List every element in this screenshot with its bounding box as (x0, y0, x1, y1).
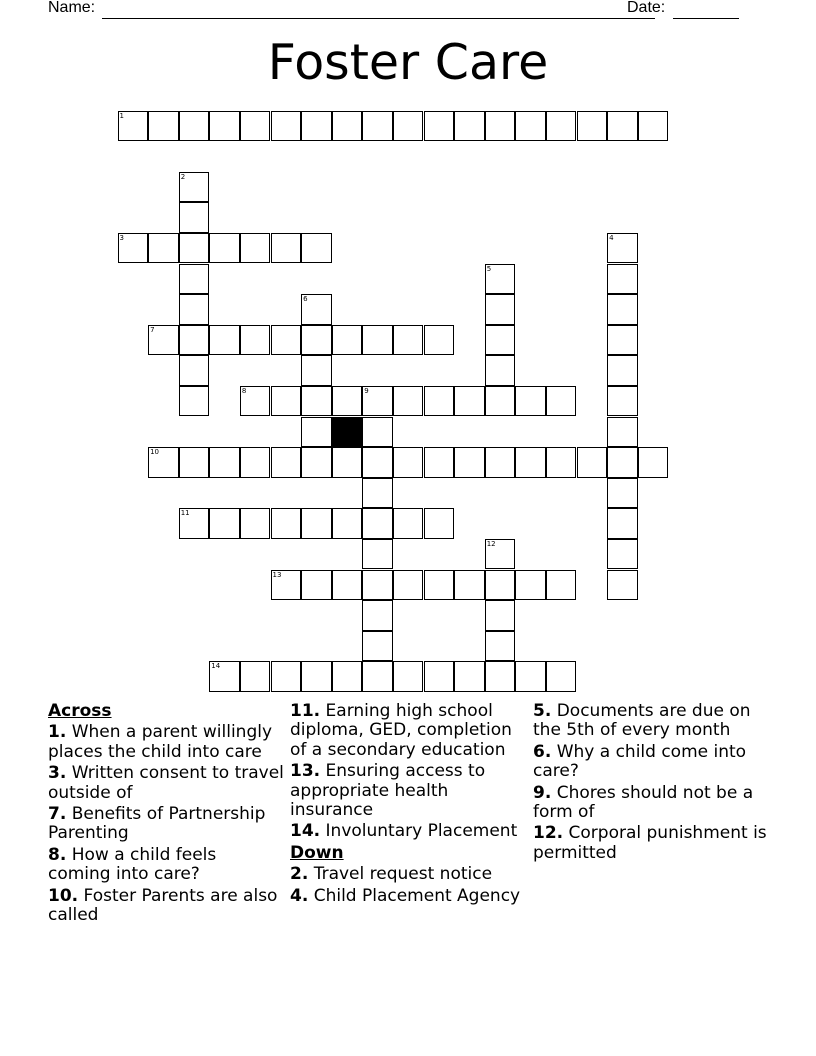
grid-cell[interactable] (271, 111, 302, 142)
grid-cell[interactable] (424, 111, 455, 142)
grid-cell[interactable] (362, 447, 393, 478)
clue-number: 6 (303, 295, 308, 304)
clue-text: Foster Parents are also called (48, 885, 278, 926)
grid-cell[interactable] (301, 386, 332, 417)
grid-cell[interactable] (607, 570, 638, 601)
grid-cell[interactable] (362, 600, 393, 631)
clue-item (290, 702, 530, 760)
grid-cell[interactable] (454, 570, 485, 601)
grid-cell[interactable] (271, 661, 302, 692)
grid-cell[interactable] (485, 264, 516, 295)
grid-cell[interactable] (332, 386, 363, 417)
clue-text: Documents are due on the 5th of every month (533, 701, 751, 741)
clue-number-label: 6. (533, 741, 552, 762)
clue-number-label: 10. (48, 885, 79, 906)
clue-number-label: 14. (290, 821, 321, 842)
grid-cell[interactable] (301, 417, 332, 448)
clues-column-2 (290, 702, 530, 908)
grid-cell[interactable] (393, 570, 424, 601)
grid-cell[interactable] (485, 661, 516, 692)
grid-cell[interactable] (485, 570, 516, 601)
clue-number: 13 (272, 570, 282, 579)
grid-cell[interactable] (301, 233, 332, 264)
grid-cell[interactable] (362, 417, 393, 448)
grid-cell[interactable] (332, 325, 363, 356)
clue-item (48, 805, 284, 844)
grid-cell[interactable] (485, 447, 516, 478)
grid-cell[interactable] (546, 386, 577, 417)
grid-cell[interactable] (179, 325, 210, 356)
grid-cell[interactable] (393, 661, 424, 692)
across-heading: Across (48, 701, 112, 721)
grid-cell[interactable] (179, 111, 210, 142)
grid-cell[interactable] (362, 570, 393, 601)
grid-cell[interactable] (485, 600, 516, 631)
clues-column-1 (48, 702, 284, 927)
grid-cell[interactable] (393, 447, 424, 478)
grid-cell[interactable] (271, 508, 302, 539)
grid-cell[interactable] (332, 447, 363, 478)
down-heading: Down (290, 842, 344, 863)
grid-cell[interactable] (179, 233, 210, 264)
grid-cell[interactable] (118, 111, 149, 142)
grid-cell[interactable] (607, 447, 638, 478)
grid-cell[interactable] (179, 386, 210, 417)
grid-cell[interactable] (240, 233, 271, 264)
grid-cell[interactable] (179, 264, 210, 295)
grid-cell[interactable] (607, 111, 638, 142)
date-label: Date: (627, 0, 666, 16)
grid-cell[interactable] (546, 111, 577, 142)
grid-cell[interactable] (148, 111, 179, 142)
page-title: Foster Care (267, 34, 549, 91)
grid-cell[interactable] (577, 447, 608, 478)
grid-cell[interactable] (515, 570, 546, 601)
clue-number: 4 (609, 233, 614, 242)
grid-cell[interactable] (240, 386, 271, 417)
clue-number-label: 8. (48, 844, 67, 865)
grid-cell[interactable] (301, 570, 332, 601)
clue-number-label: 3. (48, 763, 67, 784)
clue-text: How a child feels coming into care? (48, 844, 217, 885)
clue-text: Chores should not be a form of (533, 782, 754, 823)
grid-cell[interactable] (240, 508, 271, 539)
clue-item (533, 784, 773, 823)
grid-cell[interactable] (362, 631, 393, 662)
grid-cell[interactable] (362, 539, 393, 570)
grid-cell[interactable] (271, 233, 302, 264)
clue-number: 9 (364, 386, 369, 395)
grid-cell[interactable] (362, 111, 393, 142)
grid-cell[interactable] (301, 661, 332, 692)
grid-cell[interactable] (179, 202, 210, 233)
clue-text: Ensuring access to appropriate health insurance (290, 761, 486, 821)
grid-cell[interactable] (271, 570, 302, 601)
grid-cell[interactable] (362, 478, 393, 509)
grid-cell[interactable] (607, 264, 638, 295)
grid-cell[interactable] (301, 447, 332, 478)
grid-cell[interactable] (209, 661, 240, 692)
grid-cell[interactable] (301, 355, 332, 386)
grid-cell[interactable] (209, 325, 240, 356)
grid-cell[interactable] (607, 508, 638, 539)
clue-number: 2 (180, 172, 186, 181)
grid-cell[interactable] (393, 386, 424, 417)
grid-cell[interactable] (393, 508, 424, 539)
clue-item (290, 887, 530, 906)
grid-cell[interactable] (515, 111, 546, 142)
clue-text: Written consent to travel outside of (48, 763, 284, 803)
grid-cell[interactable] (485, 355, 516, 386)
clue-number-label: 2. (290, 864, 309, 885)
grid-cell[interactable] (424, 325, 455, 356)
grid-cell[interactable] (485, 325, 516, 356)
clue-number-label: 7. (48, 804, 67, 825)
clue-number: 5 (486, 264, 492, 273)
grid-cell[interactable] (454, 447, 485, 478)
grid-cell[interactable] (209, 447, 240, 478)
grid-cell[interactable] (485, 539, 516, 570)
grid-cell[interactable] (209, 508, 240, 539)
grid-cell[interactable] (424, 386, 455, 417)
grid-cell[interactable] (240, 447, 271, 478)
grid-cell[interactable] (301, 111, 332, 142)
clue-number: 1 (119, 111, 124, 120)
grid-cell[interactable] (454, 386, 485, 417)
clue-text: Benefits of Partnership Parenting (48, 804, 266, 844)
clue-number-label: 9. (533, 782, 552, 803)
clue-number: 7 (150, 325, 155, 334)
grid-cell[interactable] (515, 661, 546, 692)
grid-cell[interactable] (301, 325, 332, 356)
clue-item (533, 743, 773, 782)
clue-text: Involuntary Placement (320, 821, 518, 842)
grid-cell[interactable] (424, 570, 455, 601)
grid-cell[interactable] (393, 111, 424, 142)
clue-item (290, 865, 530, 884)
black-cell (332, 417, 363, 448)
clue-item (533, 824, 773, 863)
grid-cell[interactable] (240, 325, 271, 356)
grid-cell[interactable] (209, 111, 240, 142)
grid-cell[interactable] (271, 325, 302, 356)
grid-cell[interactable] (485, 631, 516, 662)
grid-cell[interactable] (515, 447, 546, 478)
grid-cell[interactable] (454, 111, 485, 142)
grid-cell[interactable] (607, 233, 638, 264)
grid-cell[interactable] (607, 355, 638, 386)
grid-cell[interactable] (179, 172, 210, 203)
clue-item (290, 762, 530, 820)
grid-cell[interactable] (179, 447, 210, 478)
grid-cell[interactable] (332, 111, 363, 142)
grid-cell[interactable] (485, 111, 516, 142)
grid-cell[interactable] (209, 233, 240, 264)
grid-cell[interactable] (607, 386, 638, 417)
grid-cell[interactable] (485, 294, 516, 325)
clue-number: 10 (150, 448, 160, 457)
grid-cell[interactable] (424, 508, 455, 539)
grid-cell[interactable] (179, 508, 210, 539)
clue-text: Corporal punishment is permitted (533, 823, 767, 863)
grid-cell[interactable] (424, 447, 455, 478)
grid-cell[interactable] (485, 386, 516, 417)
grid-cell[interactable] (148, 233, 179, 264)
grid-cell[interactable] (362, 325, 393, 356)
grid-cell[interactable] (607, 325, 638, 356)
grid-cell[interactable] (638, 111, 669, 142)
clue-number: 3 (119, 233, 124, 242)
grid-cell[interactable] (240, 661, 271, 692)
clue-number-label: 1. (48, 722, 67, 743)
clue-item (48, 764, 284, 803)
grid-cell[interactable] (577, 111, 608, 142)
grid-cell[interactable] (362, 386, 393, 417)
clue-text: Why a child come into care? (533, 741, 747, 782)
grid-cell[interactable] (607, 539, 638, 570)
clue-number: 12 (486, 539, 496, 548)
grid-cell[interactable] (515, 386, 546, 417)
clue-text: Child Placement Agency (308, 885, 521, 906)
clue-number: 8 (241, 386, 247, 395)
grid-cell[interactable] (362, 661, 393, 692)
grid-cell[interactable] (546, 661, 577, 692)
clue-number: 11 (180, 509, 190, 518)
grid-cell[interactable] (607, 417, 638, 448)
grid-cell[interactable] (301, 294, 332, 325)
clue-number-label: 12. (533, 823, 564, 844)
grid-cell[interactable] (607, 478, 638, 509)
grid-cell[interactable] (546, 447, 577, 478)
clue-number-label: 13. (290, 761, 321, 782)
clue-item (533, 702, 773, 741)
clue-number-label: 4. (290, 885, 309, 906)
grid-cell[interactable] (301, 508, 332, 539)
name-label: Name: (48, 0, 96, 16)
clue-item (48, 846, 284, 885)
grid-cell[interactable] (271, 447, 302, 478)
grid-cell[interactable] (332, 570, 363, 601)
grid-cell[interactable] (148, 447, 179, 478)
grid-cell[interactable] (148, 325, 179, 356)
clue-text: When a parent willingly places the child into care (48, 722, 273, 762)
grid-cell[interactable] (362, 508, 393, 539)
clue-text: Earning high school diploma, GED, completion of a secondary education (290, 701, 512, 760)
clue-item (290, 822, 530, 841)
grid-cell[interactable] (607, 294, 638, 325)
grid-cell[interactable] (638, 447, 669, 478)
clues-column-3 (533, 702, 773, 865)
grid-cell[interactable] (393, 325, 424, 356)
grid-cell[interactable] (271, 386, 302, 417)
clue-item (48, 887, 284, 926)
grid-cell[interactable] (332, 508, 363, 539)
grid-cell[interactable] (179, 355, 210, 386)
grid-cell[interactable] (118, 233, 149, 264)
grid-cell[interactable] (332, 661, 363, 692)
grid-cell[interactable] (454, 661, 485, 692)
clue-number-label: 11. (290, 701, 321, 721)
grid-cell[interactable] (179, 294, 210, 325)
clue-number: 14 (211, 662, 221, 671)
clue-item (48, 723, 284, 762)
clue-text: Travel request notice (308, 864, 493, 885)
grid-cell[interactable] (546, 570, 577, 601)
clue-number-label: 5. (533, 701, 552, 721)
grid-cell[interactable] (424, 661, 455, 692)
grid-cell[interactable] (240, 111, 271, 142)
